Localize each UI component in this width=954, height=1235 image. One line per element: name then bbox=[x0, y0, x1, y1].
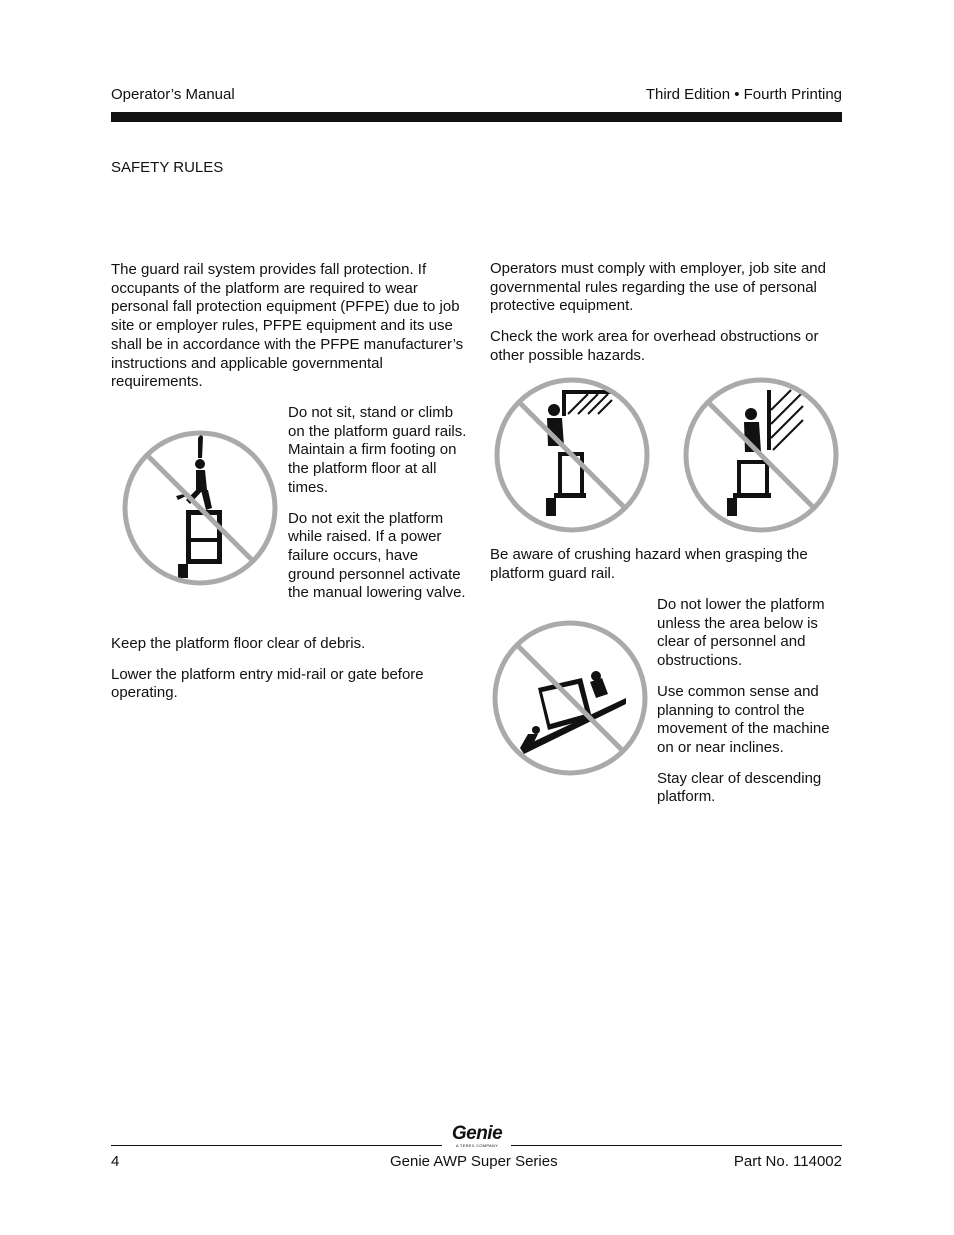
intro-paragraph: The guard rail system provides fall protection. If occupants of the platform are required to wear personal fall protection equipment (PFPE) due to job site or employer rules, PFPE equipment and its use shall be in accordance with the PFPE manufacturer’s instructions and applicable governmental requirements. bbox=[111, 261, 464, 391]
left-rules-bottom bbox=[111, 635, 466, 703]
rule-descending: Stay clear of descending platform. bbox=[657, 769, 822, 806]
logo-tagline: A TEREX COMPANY bbox=[455, 1143, 499, 1148]
crushing-hazard-icon bbox=[681, 376, 841, 534]
overhead-obstruction-icon bbox=[492, 376, 652, 534]
section-title: SAFETY RULES bbox=[111, 159, 224, 176]
rule-crushing: Be aware of crushing hazard when grasping the platform guard rail. bbox=[490, 546, 808, 582]
rule-lower-platform: Do not lower the platform unless the area below is clear of personnel and obstructions. bbox=[657, 596, 825, 670]
logo-wordmark: Genie bbox=[451, 1123, 503, 1144]
right-rules-side bbox=[657, 596, 842, 807]
rule-debris: Keep the platform floor clear of debris. bbox=[111, 635, 366, 652]
header-manual-title: Operator’s Manual bbox=[111, 86, 235, 103]
left-rules-side bbox=[288, 404, 468, 603]
rule-no-climb: Do not sit, stand or climb on the platform guard rails. Maintain a firm footing on the platform floor at all times. bbox=[288, 404, 467, 496]
genie-logo bbox=[446, 1125, 508, 1148]
footer-series: Genie AWP Super Series bbox=[390, 1153, 558, 1170]
rule-no-exit: Do not exit the platform while raised. If a power failure occurs, have ground personnel activate the manual lowering valve. bbox=[288, 509, 466, 602]
header-edition: Third Edition • Fourth Printing bbox=[645, 86, 842, 103]
footer-rule-left bbox=[111, 1145, 442, 1146]
rule-gate: Lower the platform entry mid-rail or gate before operating. bbox=[111, 665, 424, 702]
right-rules-top bbox=[490, 260, 845, 366]
header-rule bbox=[111, 112, 842, 122]
page-number: 4 bbox=[111, 1153, 120, 1170]
rule-overhead: Check the work area for overhead obstructions or other possible hazards. bbox=[490, 328, 819, 364]
rule-protective-equipment: Operators must comply with employer, job site and governmental rules regarding the use of personal protective equipment. bbox=[490, 260, 826, 315]
footer-rule-right bbox=[511, 1145, 842, 1146]
tipping-incline-icon bbox=[490, 618, 650, 778]
rule-incline: Use common sense and planning to control the movement of the machine on or near inclines. bbox=[657, 682, 830, 756]
footer-part-number: Part No. 114002 bbox=[733, 1153, 842, 1170]
no-climbing-guardrail-icon bbox=[120, 428, 280, 588]
right-rule-crush bbox=[490, 546, 845, 583]
left-intro bbox=[111, 261, 466, 392]
